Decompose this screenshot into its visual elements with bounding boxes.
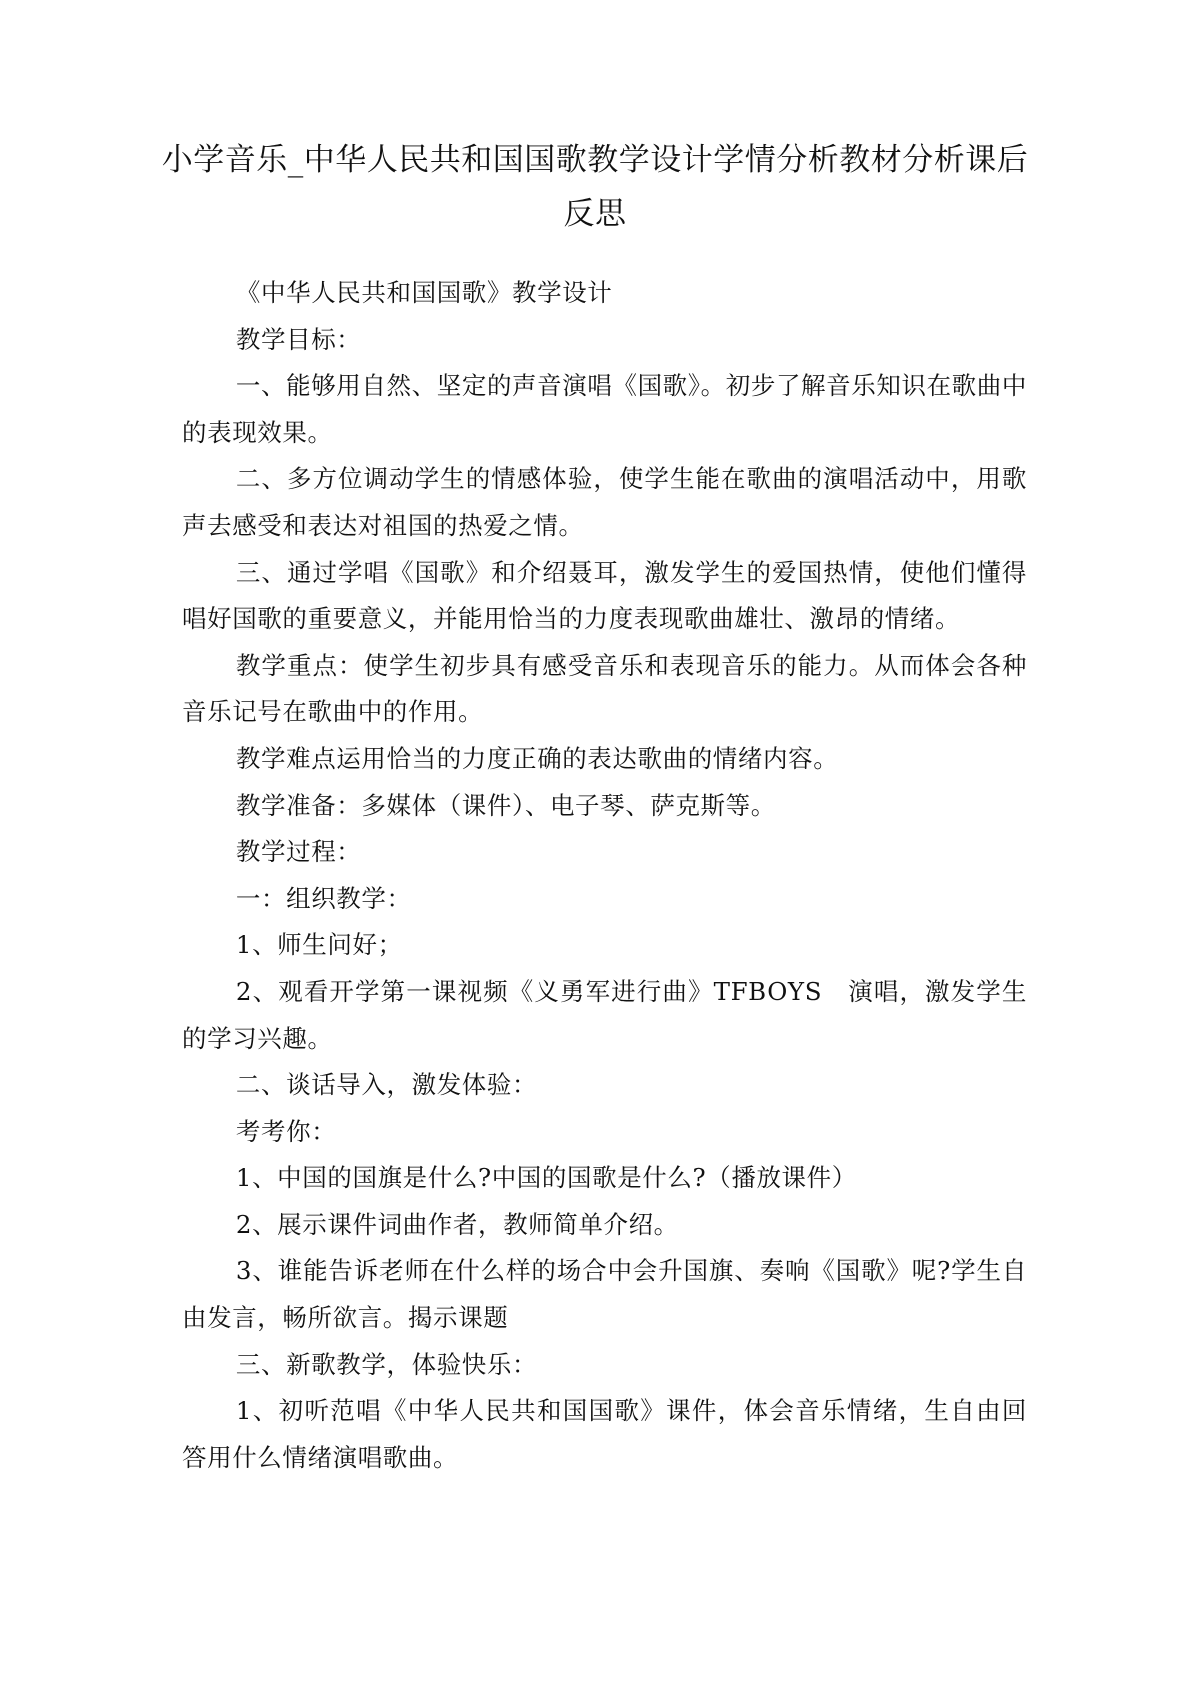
- paragraph-objective-3: 三、通过学唱《国歌》和介绍聂耳，激发学生的爱国热情，使他们懂得唱好国歌的重要意义，并能用恰当的力度表现歌曲雄壮、激昂的情绪。: [182, 557, 1027, 634]
- document-body: [182, 270, 1027, 1481]
- paragraph-lesson-design-heading: 《中华人民共和国国歌》教学设计: [235, 278, 613, 307]
- paragraph-objective-1: 一、能够用自然、坚定的声音演唱《国歌》。初步了解音乐知识在歌曲中的表现效果。: [182, 371, 1027, 447]
- paragraph-preparation: 教学准备：多媒体（课件）、电子琴、萨克斯等。: [235, 790, 776, 820]
- paragraph-section-2-heading: 二、谈话导入，激发体验：: [235, 1070, 538, 1100]
- paragraph-objectives-heading: 教学目标：: [235, 324, 362, 354]
- paragraph-key-point: 教学重点：使学生初步具有感受音乐和表现音乐的能力。从而体会各种音乐记号在歌曲中的作用。: [182, 650, 1027, 727]
- paragraph-process-heading: 教学过程：: [235, 837, 362, 867]
- document-title: [160, 133, 1030, 241]
- paragraph-objective-2: 二、多方位调动学生的情感体验，使学生能在歌曲的演唱活动中，用歌声去感受和表达对祖国的热爱之情。: [182, 464, 1027, 540]
- paragraph-section-2-item-3: 3、谁能告诉老师在什么样的场合中会升国旗、奏响《国歌》呢?学生自由发言，畅所欲言。揭示课题: [182, 1256, 1027, 1333]
- paragraph-section-2-item-2: 2、展示课件词曲作者，教师简单介绍。: [235, 1209, 679, 1239]
- paragraph-section-3-heading: 三、新歌教学，体验快乐：: [235, 1349, 538, 1379]
- paragraph-section-1-heading: 一：组织教学：: [235, 883, 412, 913]
- title-line-2: 反思: [563, 196, 627, 232]
- paragraph-section-1-item-1: 1、师生问好；: [235, 930, 403, 960]
- title-line-1: 小学音乐_中华人民共和国国歌教学设计学情分析教材分析课后: [161, 142, 1029, 178]
- paragraph-section-2-item-1: 1、中国的国旗是什么?中国的国歌是什么?（播放课件）: [235, 1163, 857, 1193]
- paragraph-difficulty: 教学难点运用恰当的力度正确的表达歌曲的情绪内容。: [235, 743, 839, 773]
- paragraph-quiz-heading: 考考你：: [235, 1116, 337, 1146]
- paragraph-section-1-item-2: 2、观看开学第一课视频《义勇军进行曲》TFBOYS 演唱，激发学生的学习兴趣。: [182, 976, 1027, 1053]
- paragraph-section-3-item-1: 1、初听范唱《中华人民共和国国歌》课件，体会音乐情绪，生自由回答用什么情绪演唱歌曲。: [182, 1396, 1027, 1472]
